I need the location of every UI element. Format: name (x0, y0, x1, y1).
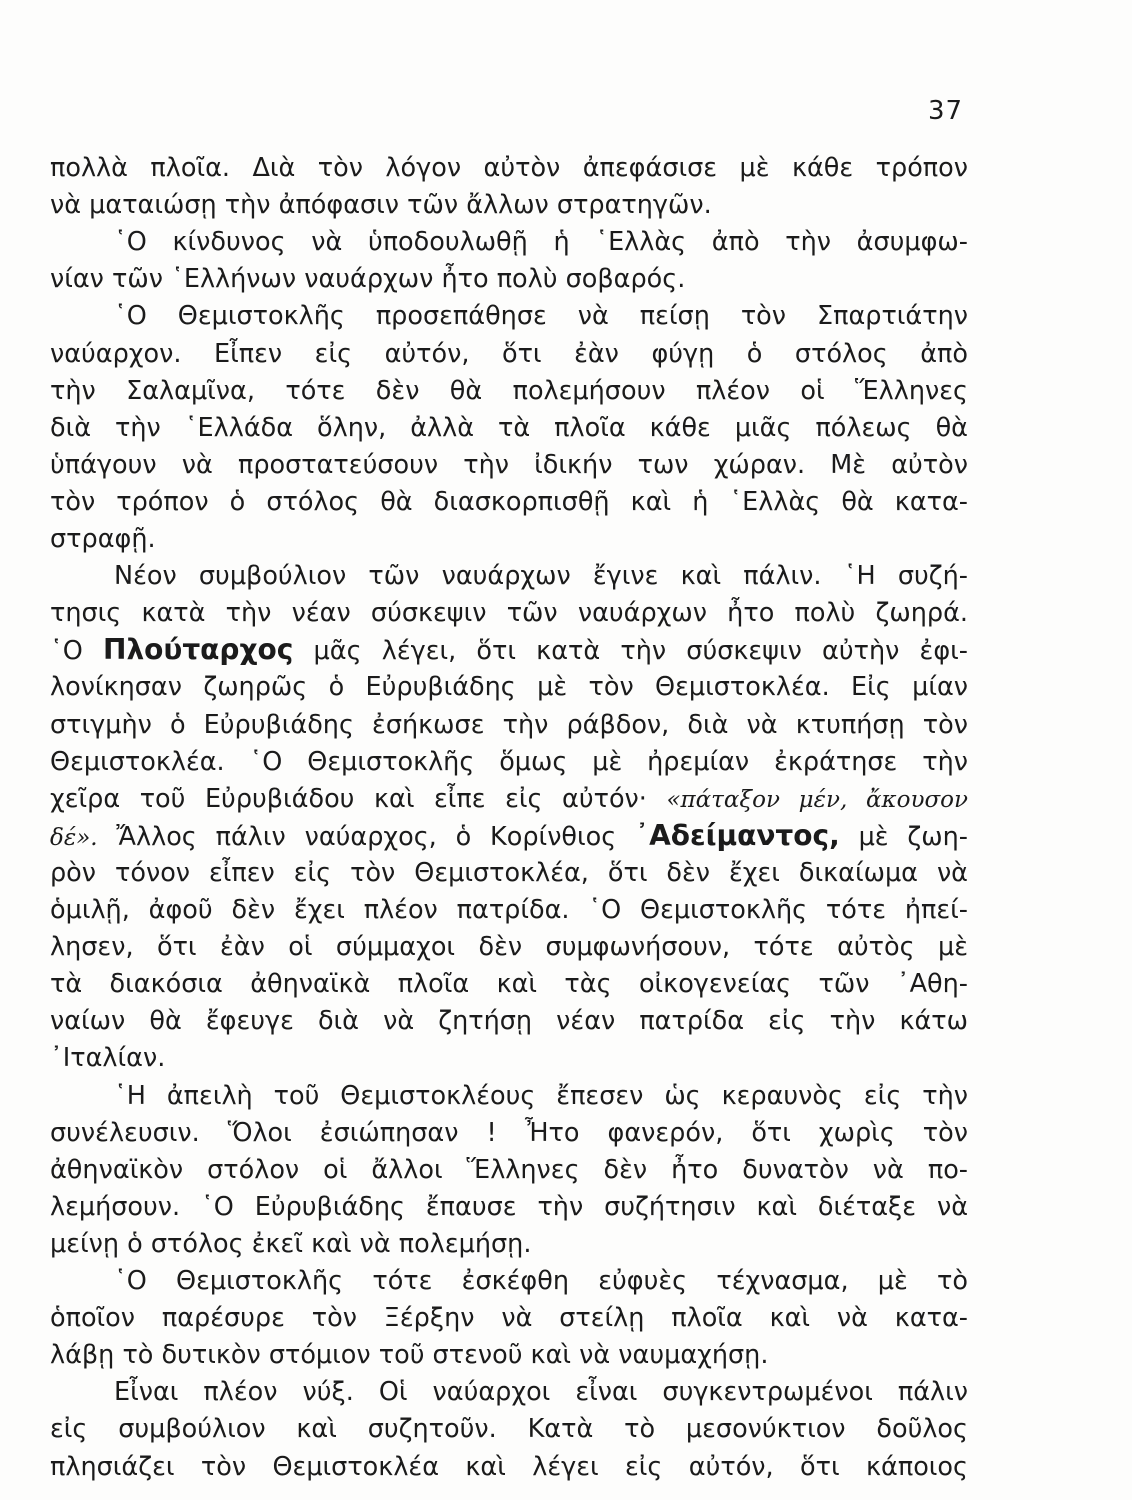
text-segment: ρὸν τόνον εἶπεν εἰς τὸν Θεμιστοκλέα, ὅτι δὲν ἔχει δικαίωμα νὰ (50, 857, 968, 888)
text-line (50, 669, 968, 705)
text-line (114, 1078, 968, 1114)
text-line (50, 1040, 968, 1076)
text-line (50, 1189, 968, 1225)
text-segment: ναίων θὰ ἔφευγε διὰ νὰ ζητήσῃ νέαν πατρίδα εἰς τὴν κάτω (50, 1006, 968, 1037)
text-line (50, 744, 968, 780)
text-segment: ῾Ο κίνδυνος νὰ ὑποδουλωθῇ ἡ ῾Ελλὰς ἀπὸ τὴν ἀσυμφω- (114, 227, 968, 258)
text-segment: Νέον συμβούλιον τῶν ναυάρχων ἔγινε καὶ πάλιν. ῾Η συζή- (114, 561, 968, 592)
text-segment: εἰς συμβούλιον καὶ συζητοῦν. Κατὰ τὸ μεσονύκτιον δοῦλος (50, 1414, 968, 1445)
text-segment: ῾Ο (50, 636, 104, 667)
text-line (50, 447, 968, 483)
text-segment: τὰ διακόσια ἀθηναϊκὰ πλοῖα καὶ τὰς οἰκογενείας τῶν ᾿Αθη- (50, 969, 968, 1000)
text-segment: ῾Ο Θεμιστοκλῆς τότε ἐσκέφθη εὐφυὲς τέχνασμα, μὲ τὸ (114, 1266, 968, 1296)
text-segment: ναύαρχον. Εἶπεν εἰς αὐτόν, ὅτι ἐὰν φύγῃ ὁ στόλος ἀπὸ (50, 338, 968, 369)
text-line (50, 1003, 968, 1039)
text-line (50, 1115, 968, 1151)
text-line (50, 336, 968, 372)
text-line (50, 595, 968, 631)
text-line (50, 1226, 968, 1262)
text-line (50, 484, 968, 520)
text-line (50, 1411, 968, 1447)
text-segment: τησις κατὰ τὴν νέαν σύσκεψιν τῶν ναυάρχων ἦτο πολὺ ζωηρά. (50, 598, 968, 629)
text-line (50, 1449, 968, 1485)
text-segment: ὑπάγουν νὰ προστατεύσουν τὴν ἰδικήν των χώραν. Μὲ αὐτὸν (50, 449, 968, 480)
text-line (50, 781, 968, 817)
text-segment: λάβῃ τὸ δυτικὸν στόμιον τοῦ στενοῦ καὶ νὰ ναυμαχήσῃ. (50, 1340, 769, 1371)
text-line (50, 929, 968, 965)
text-segment: ὁποῖον παρέσυρε τὸν Ξέρξην νὰ στείλῃ πλοῖα καὶ νὰ κατα- (50, 1303, 968, 1334)
text-line (50, 1152, 968, 1188)
text-line (50, 966, 968, 1002)
text-segment: νίαν τῶν ῾Ελλήνων ναυάρχων ἦτο πολὺ σοβαρός. (50, 264, 686, 295)
text-segment: τὴν Σαλαμῖνα, τότε δὲν θὰ πολεμήσουν πλέον οἱ Ἕλληνες (50, 375, 968, 406)
quoted-phrase: δέ». (50, 824, 98, 851)
text-segment: λησεν, ὅτι ἐὰν οἱ σύμμαχοι δὲν συμφωνήσουν, τότε αὐτὸς μὲ (50, 932, 968, 963)
text-segment: μᾶς λέγει, ὅτι κατὰ τὴν σύσκεψιν αὐτὴν ἐφι- (293, 636, 968, 667)
emphasized-name: Πλούταρχος (103, 633, 294, 667)
text-segment: ἀθηναϊκὸν στόλον οἱ ἄλλοι Ἕλληνες δὲν ἦτο δυνατὸν νὰ πο- (50, 1154, 968, 1185)
text-segment: ῾Η ἀπειλὴ τοῦ Θεμιστοκλέους ἔπεσεν ὡς κεραυνὸς εἰς τὴν (114, 1080, 968, 1111)
text-segment: Ἄλλος πάλιν ναύαρχος, ὁ Κορίνθιος (97, 821, 636, 852)
quoted-phrase: «πάταξον μέν, ἄκουσον (666, 786, 968, 813)
text-segment: λονίκησαν ζωηρῶς ὁ Εὐρυβιάδης μὲ τὸν Θεμιστοκλέα. Εἰς μίαν (50, 672, 968, 703)
text-segment: πολλὰ πλοῖα. Διὰ τὸν λόγον αὐτὸν ἀπεφάσισε μὲ κάθε τρόπον (50, 153, 968, 183)
text-line (50, 410, 968, 446)
text-segment: μὲ ζωη- (839, 821, 969, 852)
text-segment: Εἶναι πλέον νύξ. Οἱ ναύαρχοι εἶναι συγκεντρωμένοι πάλιν (114, 1377, 968, 1408)
text-line (50, 187, 968, 223)
text-line (50, 261, 968, 297)
text-segment: λεμήσουν. ῾Ο Εὐρυβιάδης ἔπαυσε τὴν συζήτησιν καὶ διέταξε νὰ (50, 1191, 968, 1222)
text-segment: ὁμιλῇ, ἀφοῦ δὲν ἔχει πλέον πατρίδα. ῾Ο Θεμιστοκλῆς τότε ἠπεί- (50, 895, 968, 925)
text-line (50, 373, 968, 409)
text-segment: μείνῃ ὁ στόλος ἐκεῖ καὶ νὰ πολεμήσῃ. (50, 1228, 532, 1259)
text-segment: ᾿Ιταλίαν. (50, 1043, 166, 1074)
emphasized-name: ᾿Αδείμαντος, (635, 818, 840, 852)
page-number: 37 (928, 96, 964, 126)
text-line (50, 1337, 968, 1373)
text-line (50, 707, 968, 743)
text-segment: συνέλευσιν. Ὅλοι ἐσιώπησαν ! Ἦτο φανερόν, ὅτι χωρὶς τὸν (50, 1117, 968, 1148)
text-segment: στραφῇ. (50, 524, 156, 554)
text-segment: Θεμιστοκλέα. ῾Ο Θεμιστοκλῆς ὅμως μὲ ἠρεμίαν ἐκράτησε τὴν (50, 746, 968, 777)
text-line (114, 1374, 968, 1410)
text-segment: στιγμὴν ὁ Εὐρυβιάδης ἐσήκωσε τὴν ράβδον, διὰ νὰ κτυπήσῃ τὸν (50, 709, 968, 740)
text-line (50, 150, 968, 186)
text-line (114, 558, 968, 594)
text-line (114, 298, 968, 334)
text-segment: διὰ τὴν ῾Ελλάδα ὅλην, ἀλλὰ τὰ πλοῖα κάθε μιᾶς πόλεως θὰ (50, 412, 968, 443)
text-segment: χεῖρα τοῦ Εὐρυβιάδου καὶ εἶπε εἰς αὐτόν· (50, 783, 667, 814)
text-line (50, 632, 968, 668)
text-line (50, 892, 968, 928)
text-segment: τὸν τρόπον ὁ στόλος θὰ διασκορπισθῇ καὶ ἡ ῾Ελλὰς θὰ κατα- (50, 486, 968, 517)
text-line (50, 521, 968, 557)
text-segment: ῾Ο Θεμιστοκλῆς προσεπάθησε νὰ πείσῃ τὸν Σπαρτιάτην (114, 301, 968, 332)
text-line (114, 1263, 968, 1299)
text-line (50, 855, 968, 891)
text-line (114, 224, 968, 260)
text-line (50, 818, 968, 854)
text-segment: νὰ ματαιώσῃ τὴν ἀπόφασιν τῶν ἄλλων στρατηγῶν. (50, 190, 712, 221)
text-segment: πλησιάζει τὸν Θεμιστοκλέα καὶ λέγει εἰς αὐτόν, ὅτι κάποιος (50, 1451, 968, 1482)
text-line (50, 1300, 968, 1336)
